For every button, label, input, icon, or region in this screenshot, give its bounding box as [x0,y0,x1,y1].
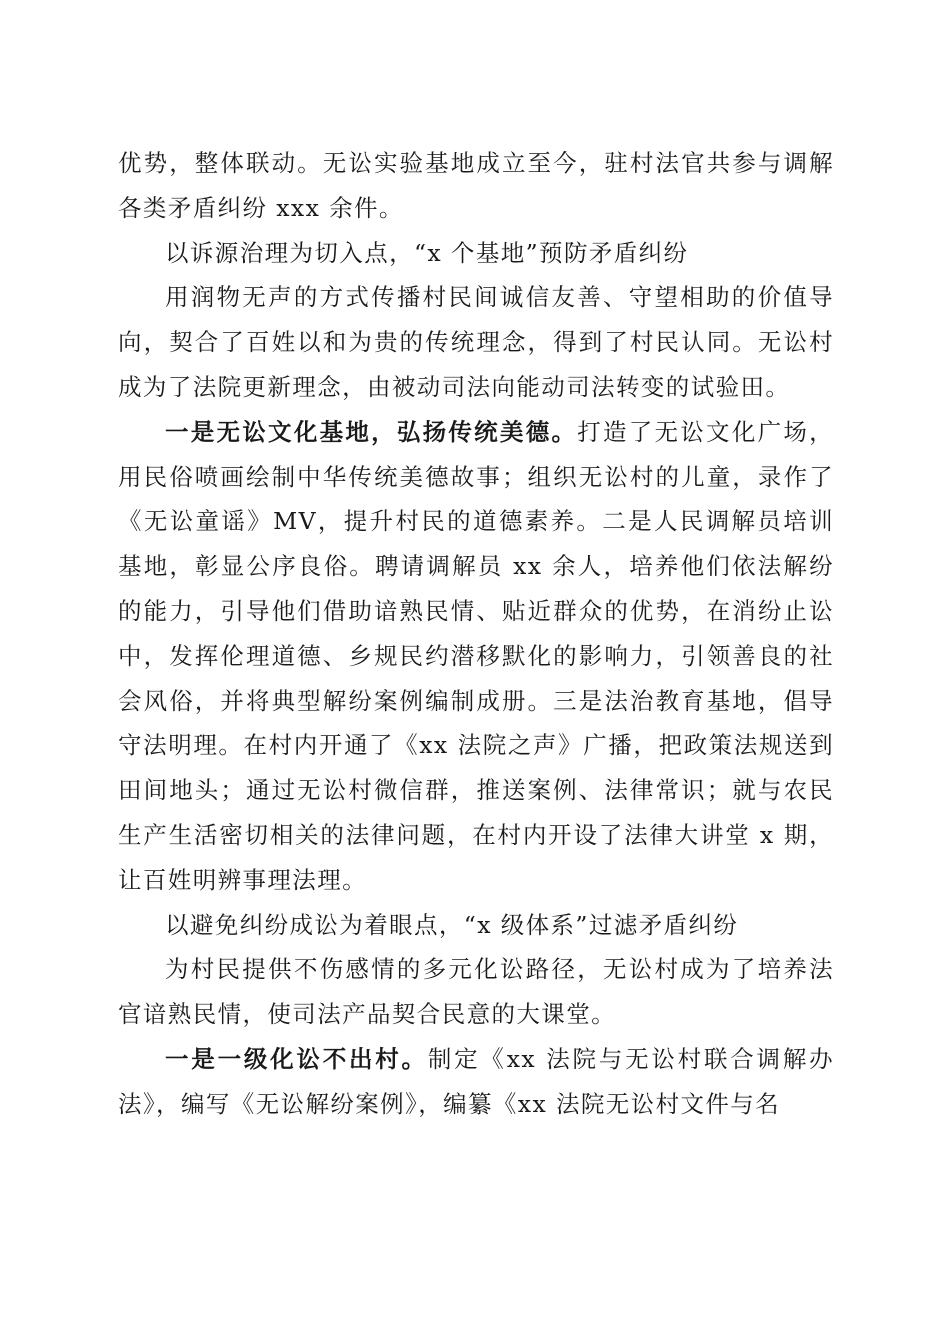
document-page [118,141,834,1127]
section-heading-1: 以诉源治理为切入点，“x 个基地”预防矛盾纠纷 [165,238,689,267]
paragraph-body: 打造了无讼文化广场，用民俗喷画绘制中华传统美德故事；组织无讼村的儿童，录作了《无讼童谣》MV，提升村民的道德素养。二是人民调解员培训基地，彰显公序良俗。聘请调解员 xx 余人，培养他们依法解纷的能力，引导他们借助谙熟民情、贴近群众的优势，在消纷止讼中，发挥伦理道德、乡规民约潜移默化的影响力，引领善良的社会风俗，并将典型解纷案例编制成册。三是法治教育基地，倡导守法明理。在村内开通了《xx 法院之声》广播，把政策法规送到田间地头；通过无讼村微信群，推送案例、法律常识；就与农民生产生活密切相关的法律问题，在村内开设了法律大讲堂 x 期，让百姓明辨事理法理。 [118,417,835,894]
paragraph-intro-1: 用润物无声的方式传播村民间诚信友善、守望相助的价值导向，契合了百姓以和为贵的传统理念，得到了村民认同。无讼村成为了法院更新理念，由被动司法向能动司法转变的试验田。 [118,283,834,401]
paragraph-lead-bold: 一是无讼文化基地，弘扬传统美德。 [165,417,578,446]
paragraph-body: 制定《xx 法院与无讼村联合调解办法》，编写《无讼解纷案例》，编纂《xx 法院无讼村文件与名 [118,1044,834,1118]
paragraph-bases [118,410,834,903]
section-heading-2: 以避免纠纷成讼为着眼点，“x 级体系”过滤矛盾纠纷 [165,910,739,939]
paragraph-lead-bold: 一是一级化讼不出村。 [165,1044,428,1073]
paragraph-continuation: 优势，整体联动。无讼实验基地成立至今，驻村法官共参与调解各类矛盾纠纷 xxx 余件。 [118,149,834,222]
paragraph-intro-2: 为村民提供不伤感情的多元化讼路径，无讼村成为了培养法官谙熟民情，使司法产品契合民意的大课堂。 [118,955,834,1029]
paragraph-level-one [118,1037,834,1127]
